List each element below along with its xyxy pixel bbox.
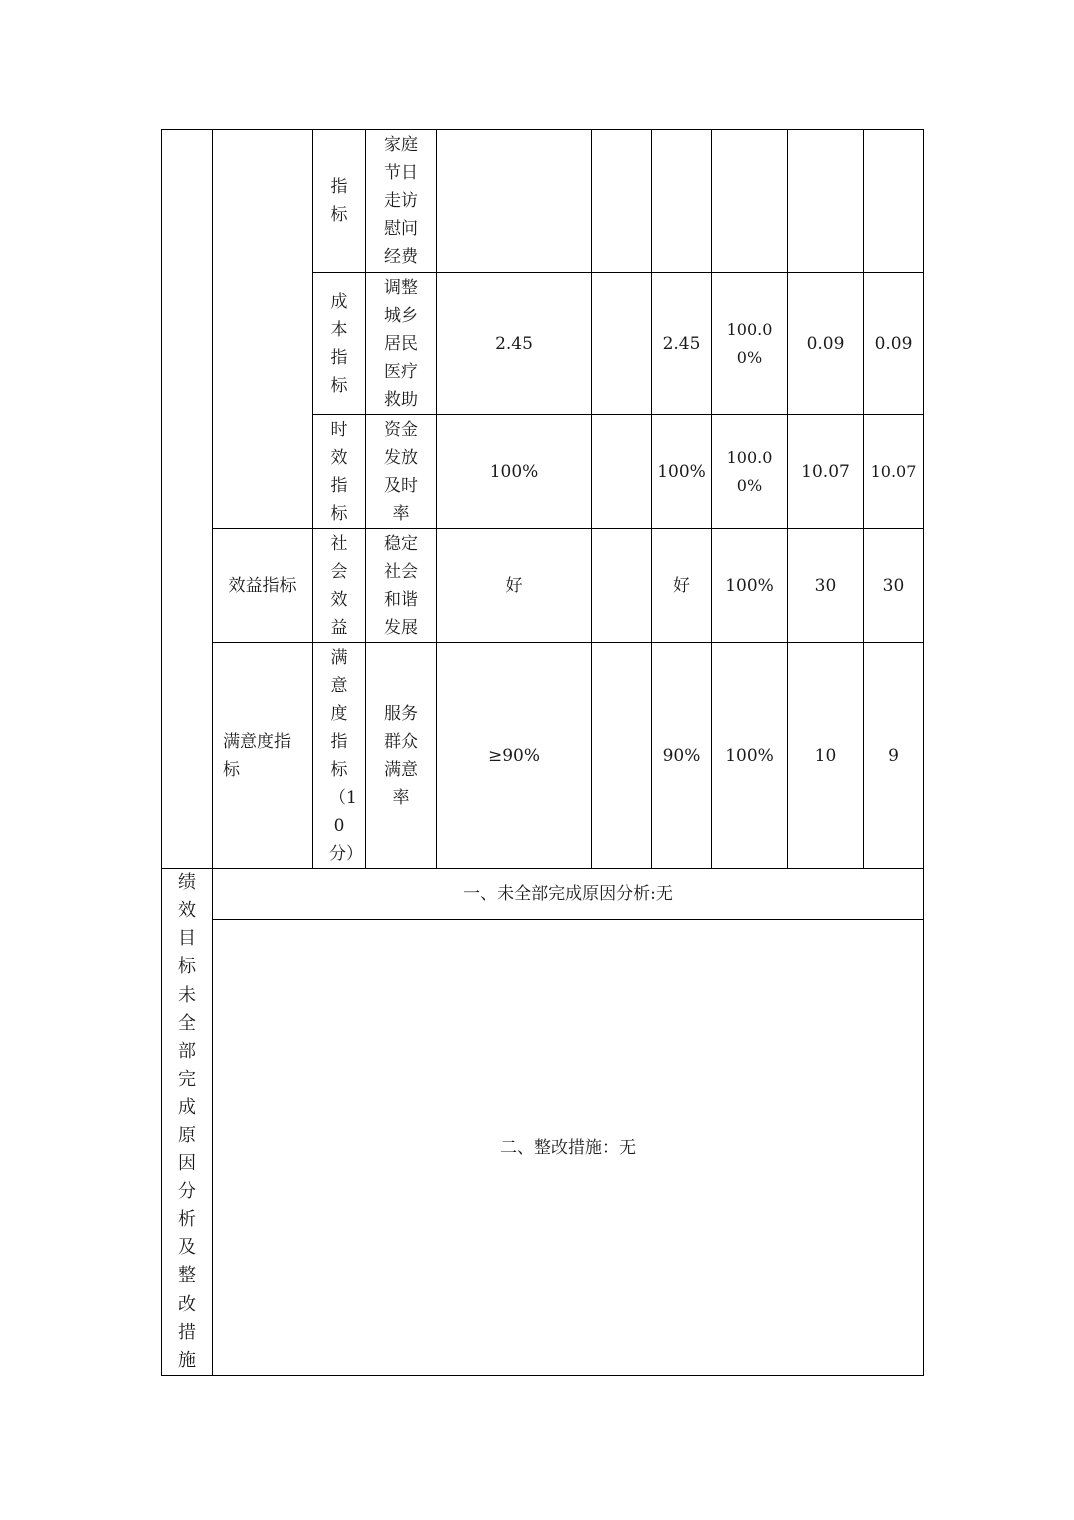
actual-cell: 好 [652,529,712,643]
table-row [162,529,924,643]
measures-cell: 二、整改措施：无 [213,920,924,1376]
actual-cell: 90% [652,643,712,869]
blank-cell [592,273,652,415]
level3-cell: 成本指标 [313,273,366,415]
level3-cell: 时效指标 [313,415,366,529]
actual-cell: 100% [652,415,712,529]
blank-cell [592,415,652,529]
blank-category-cell [162,130,213,869]
blank-cell [592,529,652,643]
target-cell [437,130,592,273]
performance-table [161,129,924,1376]
score-cell [864,130,924,273]
level3-cell: 满意度指标（10分） [313,643,366,869]
level3-cell: 社会效益 [313,529,366,643]
table-row [162,643,924,869]
level2-cell: 效益指标 [213,529,313,643]
score-max-cell: 10 [788,643,864,869]
reason-cell: 一、未全部完成原因分析:无 [213,869,924,920]
target-cell: 好 [437,529,592,643]
level3-cell: 指标 [313,130,366,273]
target-cell: ≥90% [437,643,592,869]
rate-cell: 100% [712,643,788,869]
blank-level2-cell [213,130,313,529]
score-cell: 30 [864,529,924,643]
level2-cell: 满意度指标 [213,643,313,869]
score-max-cell [788,130,864,273]
rate-cell [712,130,788,273]
level4-cell: 服务群众满意率 [366,643,437,869]
rate-cell: 100.00% [712,273,788,415]
level4-cell: 稳定社会和谐发展 [366,529,437,643]
actual-cell [652,130,712,273]
blank-cell [592,643,652,869]
blank-cell [592,130,652,273]
target-cell: 100% [437,415,592,529]
table-row [162,869,924,920]
rate-cell: 100% [712,529,788,643]
score-cell: 10.07 [864,415,924,529]
level4-cell: 家庭节日走访慰问经费 [366,130,437,273]
score-cell: 0.09 [864,273,924,415]
table-row [162,920,924,1376]
rate-cell: 100.00% [712,415,788,529]
target-cell: 2.45 [437,273,592,415]
actual-cell: 2.45 [652,273,712,415]
score-max-cell: 0.09 [788,273,864,415]
table-row [162,130,924,273]
score-cell: 9 [864,643,924,869]
score-max-cell: 30 [788,529,864,643]
analysis-label-cell: 绩效目标未全部完成原因分析及整改措施 [162,869,213,1376]
level4-cell: 调整城乡居民医疗救助 [366,273,437,415]
score-max-cell: 10.07 [788,415,864,529]
level4-cell: 资金发放及时率 [366,415,437,529]
